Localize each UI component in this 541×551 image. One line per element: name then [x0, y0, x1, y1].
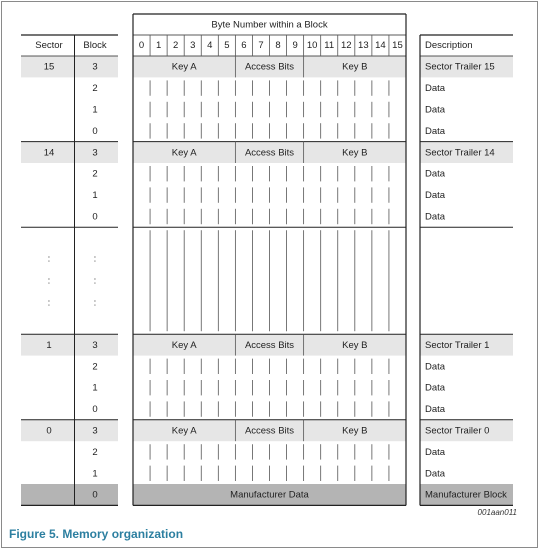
sector-number: 0: [46, 425, 52, 437]
byte-number-label: 3: [190, 40, 196, 52]
sector-number: 1: [46, 339, 52, 351]
byte-number-label: 12: [340, 40, 352, 52]
data-description: Data: [425, 125, 446, 137]
byte-number-label: 15: [392, 40, 403, 52]
data-description: Data: [425, 168, 446, 180]
key-a-label: Key A: [171, 425, 197, 437]
block-number: 2: [92, 361, 98, 373]
block-number: 0: [92, 211, 98, 223]
sector-trailer-description: Sector Trailer 0: [425, 425, 490, 437]
block-number: 2: [92, 83, 98, 95]
access-bits-label: Access Bits: [244, 339, 295, 351]
byte-number-label: 13: [358, 40, 369, 52]
access-bits-label: Access Bits: [244, 61, 295, 73]
block-number: 0: [92, 125, 98, 137]
description-column-header: Description: [425, 40, 473, 52]
manufacturer-row-fill: [21, 484, 118, 505]
byte-number-label: 10: [306, 40, 318, 52]
sector-trailer-description: Sector Trailer 15: [425, 61, 495, 73]
sector-column-header: Sector: [35, 40, 63, 52]
ellipsis-mark: :: [93, 297, 97, 309]
block-number: 0: [92, 404, 98, 416]
ellipsis-mark: :: [47, 253, 51, 265]
block-number: 1: [92, 190, 98, 202]
trailer-row-fill: [21, 334, 118, 355]
block-number: 1: [92, 382, 98, 394]
block-number: 2: [92, 446, 98, 458]
figure-id: 001aan011: [477, 508, 517, 517]
sector-number: 15: [43, 61, 55, 73]
byte-number-label: 8: [275, 40, 281, 52]
byte-number-label: 9: [292, 40, 298, 52]
block-number: 2: [92, 168, 98, 180]
byte-number-label: 2: [173, 40, 179, 52]
access-bits-label: Access Bits: [244, 425, 295, 437]
sector-trailer-description: Sector Trailer 14: [425, 147, 495, 159]
ellipsis-mark: :: [93, 275, 97, 287]
byte-number-label: 7: [258, 40, 264, 52]
key-b-label: Key B: [342, 61, 368, 73]
sector-number: 14: [43, 147, 55, 159]
byte-number-label: 6: [241, 40, 247, 52]
key-a-label: Key A: [171, 339, 197, 351]
data-description: Data: [425, 382, 446, 394]
key-b-label: Key B: [342, 425, 368, 437]
data-description: Data: [425, 404, 446, 416]
trailer-row-fill: [21, 420, 118, 441]
manufacturer-data-label: Manufacturer Data: [230, 489, 309, 501]
trailer-row-fill: [21, 56, 118, 77]
byte-number-label: 0: [138, 40, 145, 52]
data-description: Data: [425, 446, 446, 458]
sector-trailer-description: Sector Trailer 1: [425, 339, 490, 351]
byte-number-label: 4: [207, 40, 213, 52]
byte-number-label: 5: [224, 40, 230, 52]
key-b-label: Key B: [342, 339, 368, 351]
ellipsis-mark: :: [93, 253, 97, 265]
byte-number-label: 14: [375, 40, 386, 52]
figure-caption: Figure 5. Memory organization: [9, 527, 184, 541]
data-description: Data: [425, 211, 446, 223]
key-a-label: Key A: [171, 61, 197, 73]
block-column-header: Block: [83, 40, 107, 52]
data-description: Data: [425, 83, 446, 95]
block-number: 3: [92, 339, 98, 351]
byte-number-title: Byte Number within a Block: [211, 19, 328, 31]
key-a-label: Key A: [171, 147, 197, 159]
data-description: Data: [425, 361, 446, 373]
key-b-label: Key B: [342, 147, 368, 159]
ellipsis-mark: :: [47, 275, 51, 287]
data-description: Data: [425, 190, 446, 202]
manufacturer-block-description: Manufacturer Block: [425, 489, 507, 501]
data-description: Data: [425, 468, 446, 480]
block-number: 3: [92, 425, 98, 437]
trailer-row-fill: [21, 142, 118, 163]
block-number: 1: [92, 468, 98, 480]
ellipsis-mark: :: [47, 297, 51, 309]
access-bits-label: Access Bits: [244, 147, 295, 159]
block-number: 3: [92, 147, 98, 159]
byte-number-label: 1: [155, 40, 162, 52]
data-description: Data: [425, 104, 446, 116]
byte-number-label: 11: [324, 40, 335, 52]
block-number: 1: [92, 104, 98, 116]
block-number: 3: [92, 61, 98, 73]
block-number: 0: [92, 489, 98, 501]
